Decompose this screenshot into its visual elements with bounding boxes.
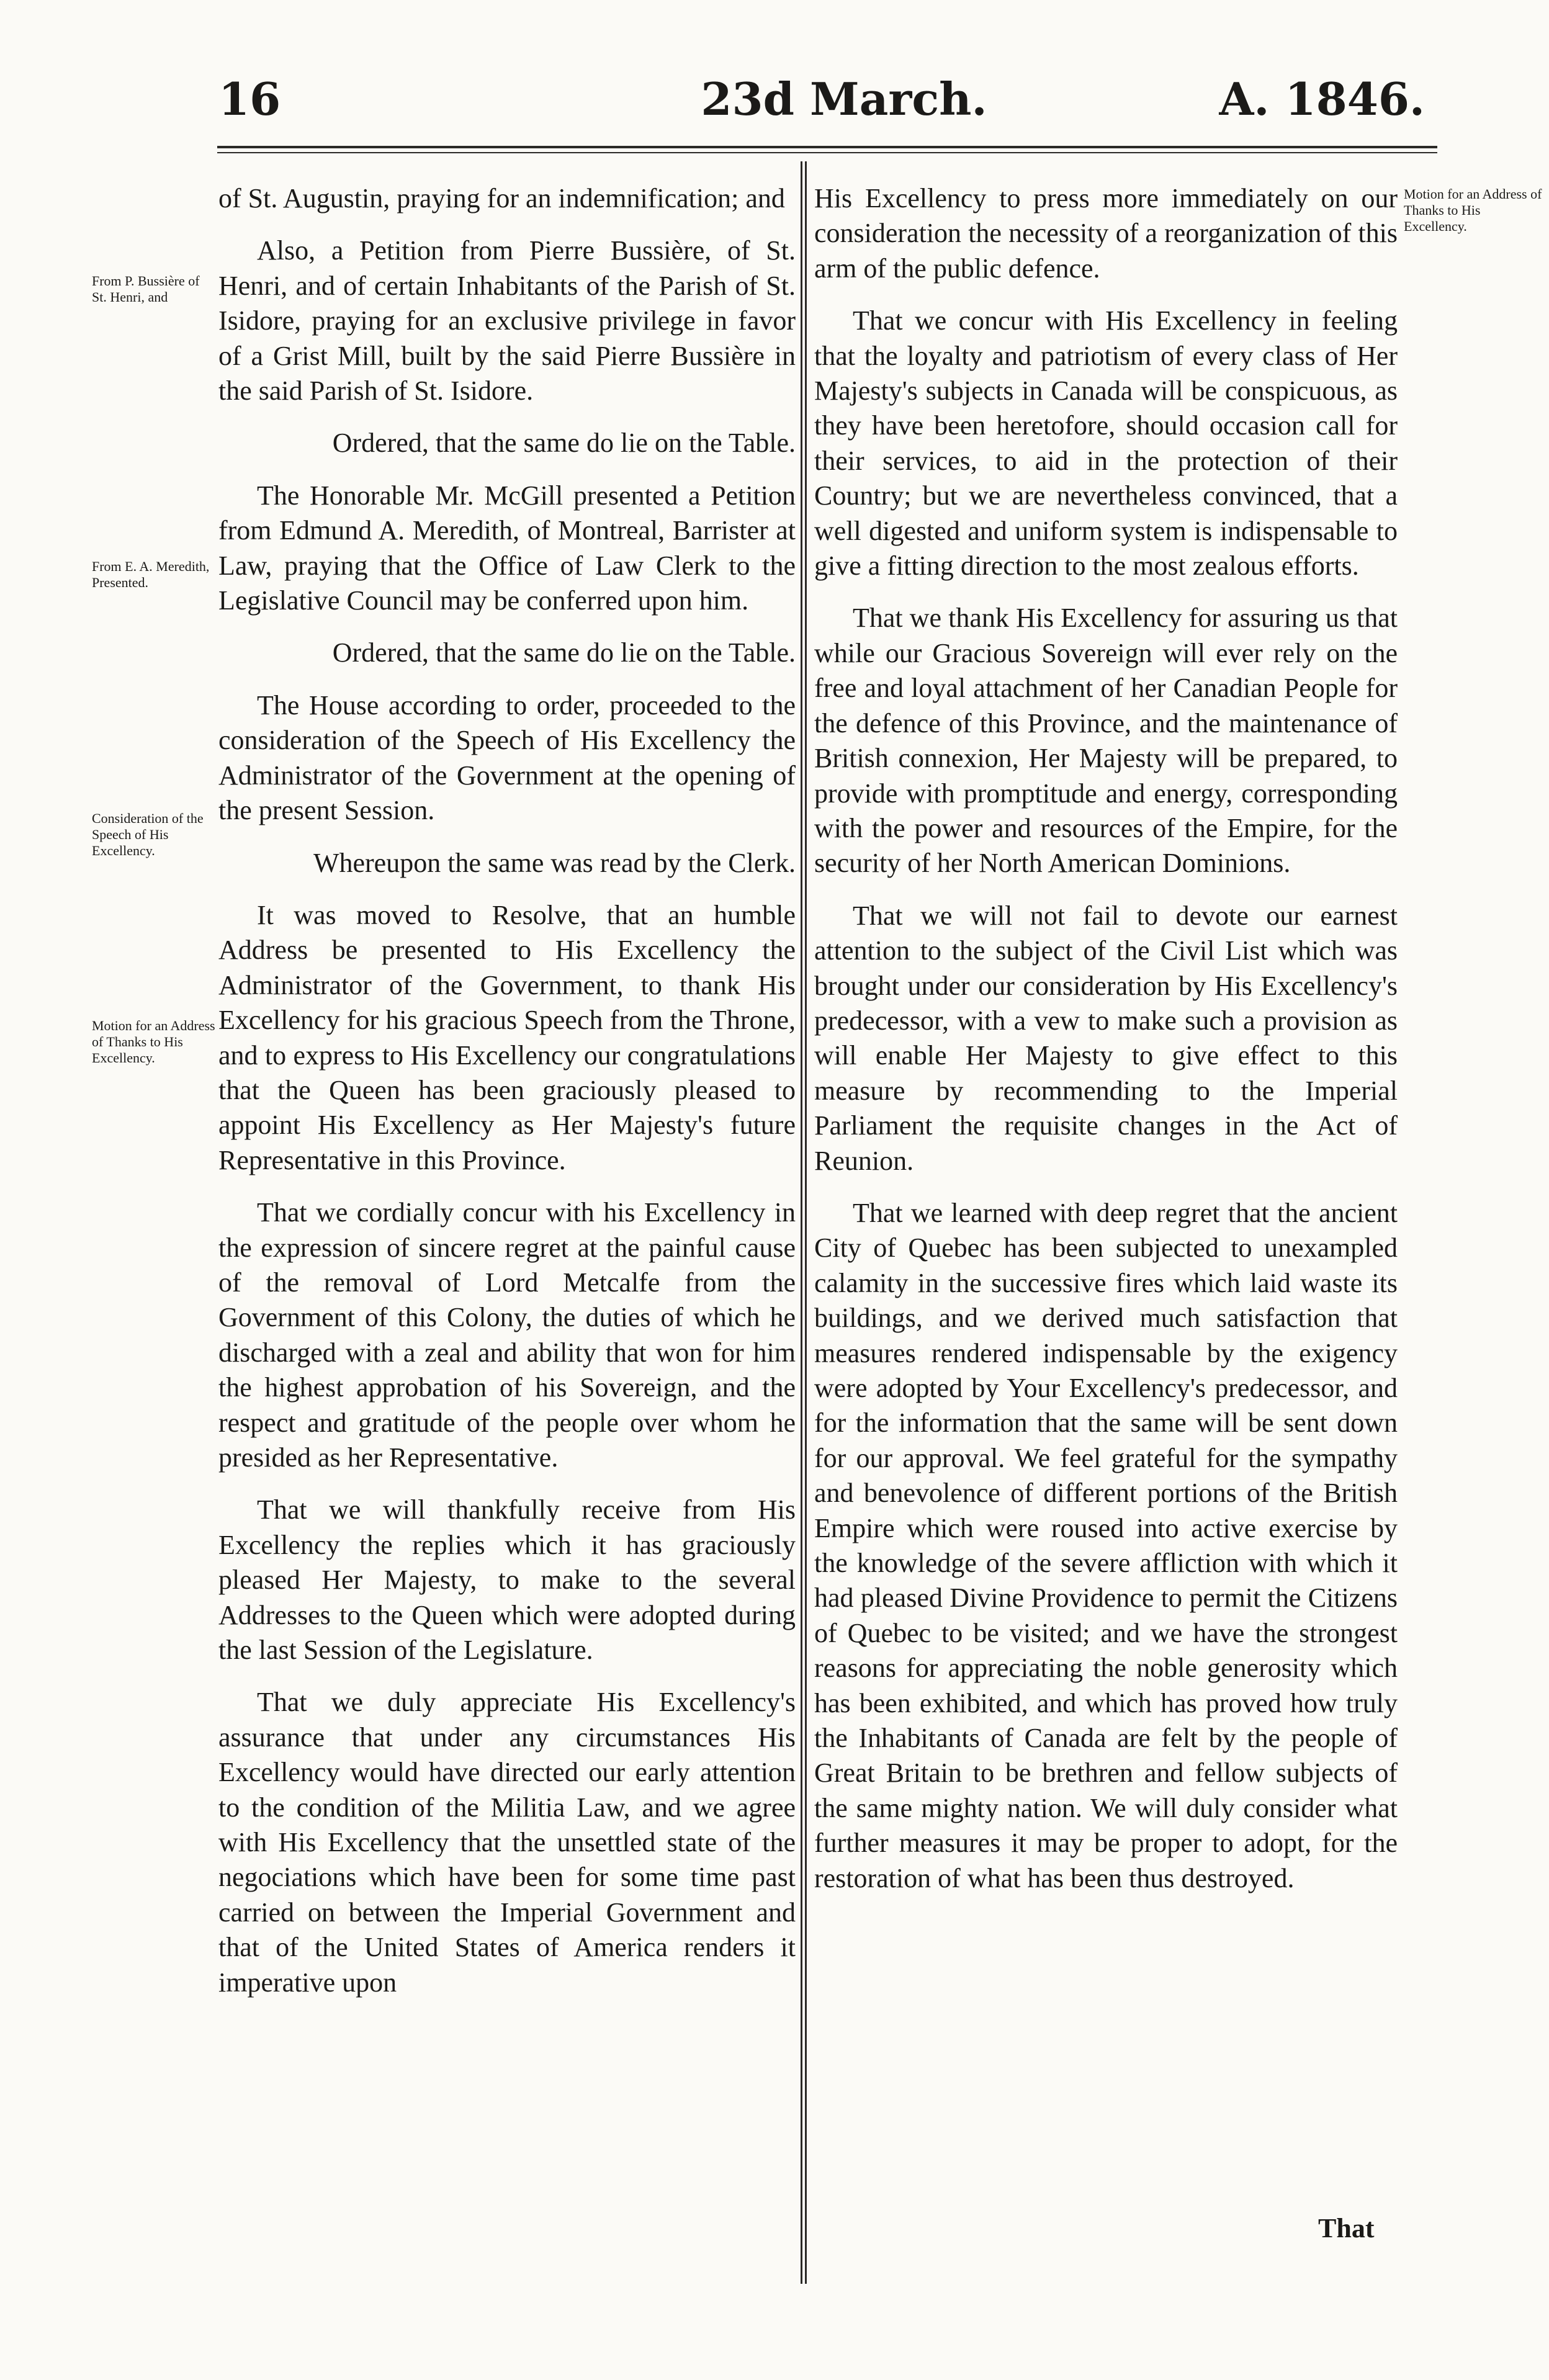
margin-note-busiere: From P. Bussière of St. Henri, and	[92, 273, 200, 305]
header-rule	[217, 146, 1437, 148]
left-paragraph-10: That we will thankfully receive from His Excellency the replies which it has graciously pleased Her Majesty, to make to the several Addresses to the Queen which were adopted during the last Session of the Legislature.	[218, 1494, 796, 1666]
right-paragraph-1: His Excellency to press more immediately on our consideration the necessity of a reorganization of this arm of the public defence.	[814, 183, 1398, 284]
left-paragraph-3: Ordered, that the same do lie on the Table.	[332, 428, 796, 459]
left-paragraph-9: That we cordially concur with his Excellency in the expression of sincere regret at the painful cause of the removal of Lord Metcalfe from the Government of this Colony, the duties of which he discharged with a zeal and ability that won for him the highest approbation of his Sovereign, and the respect and gratitude of the people over whom he presided as her Representative.	[218, 1197, 796, 1473]
left-paragraph-5: Ordered, that the same do lie on the Table.	[332, 637, 796, 668]
header-rule-thin	[217, 152, 1437, 153]
column-divider	[801, 161, 807, 2284]
right-paragraph-4: That we will not fail to devote our earnest attention to the subject of the Civil List which was brought under our consideration by His Excellency's predecessor, with a vew to make such a provision as will enable Her Majesty to give effect to this measure by recommending to the Imperial Parliament the requisite changes in the Act of Reunion.	[814, 900, 1398, 1176]
right-paragraph-3: That we thank His Excellency for assuring us that while our Gracious Sovereign will ever rely on the free and loyal attachment of her Canadian People for the defence of this Province, and the maintenance of British connexion, Her Majesty will be prepared, to provide with promptitude and energy, corresponding with the power and resources of the Empire, for the security of her North American Dominions.	[814, 603, 1398, 879]
page-date: 23d March.	[701, 73, 987, 125]
left-paragraph-11: That we duly appreciate His Excellency's assurance that under any circumstances His Excellency would have directed our early attention to the condition of the Militia Law, and we agree with His Excellency that the unsettled state of the negociations which have been for some time past carried on between the Imperial Government and that of the United States of America renders it imperative upon	[218, 1687, 796, 1998]
left-column	[218, 181, 796, 2018]
left-paragraph-2: Also, a Petition from Pierre Bussière, of St. Henri, and of certain Inhabitants of the Parish of St. Isidore, praying for an exclusive privilege in favor of a Grist Mill, built by the said Pierre Bussière in the said Parish of St. Isidore.	[218, 235, 796, 406]
page-year: A. 1846.	[1219, 73, 1425, 125]
margin-note-speech: Consideration of the Speech of His Excellency.	[92, 811, 204, 858]
page-number: 16	[218, 73, 281, 125]
margin-note-motion-left: Motion for an Address of Thanks to His Excellency.	[92, 1018, 215, 1066]
margin-note-meredith: From E. A. Meredith, Presented.	[92, 559, 210, 590]
margin-note-motion-right: Motion for an Address of Thanks to His Excellency.	[1404, 186, 1542, 234]
catchword: That	[1318, 2213, 1375, 2243]
left-paragraph-6: The House according to order, proceeded to the consideration of the Speech of His Excellency the Administrator of the Government at the opening of the present Session.	[218, 689, 796, 826]
right-paragraph-5: That we learned with deep regret that the ancient City of Quebec has been subjected to unexampled calamity in the successive fires which laid waste its buildings, and we derived much satisfaction that measures rendered indispensable by the exigency were adopted by Your Excellency's predecessor, and for the information that the same will be sent down for our approval. We feel grateful for the sympathy and benevolence of different portions of the British Empire which were roused into active exercise by the knowledge of the severe affliction with which it had pleased Divine Providence to permit the Citizens of Quebec to be visited; and we have the strongest reasons for appreciating the noble generosity which has been exhibited, and which has proved how truly the Inhabitants of Canada are felt by the people of Great Britain to be brethren and fellow subjects of the same mighty nation. We will duly consider what further measures it may be proper to adopt, for the restoration of what has been thus destroyed.	[814, 1197, 1398, 1893]
left-paragraph-1: of St. Augustin, praying for an indemnification; and	[218, 183, 785, 213]
left-paragraph-8: It was moved to Resolve, that an humble Address be presented to His Excellency the Administrator of the Government, to thank His Excellency for his gracious Speech from the Throne, and to express to His Excellency our congratulations that the Queen has been graciously pleased to appoint His Excellency as Her Majesty's future Representative in this Province.	[218, 899, 796, 1175]
left-paragraph-4: The Honorable Mr. McGill presented a Petition from Edmund A. Meredith, of Montreal, Barrister at Law, praying that the Office of Law Clerk to the Legislative Council may be conferred upon him.	[218, 480, 796, 616]
right-column	[814, 181, 1398, 1913]
right-paragraph-2: That we concur with His Excellency in feeling that the loyalty and patriotism of every class of Her Majesty's subjects in Canada will be conspicuous, as they have been heretofore, should occasion call for their services, to aid in the protection of their Country; but we are nevertheless convinced, that a well digested and uniform system is indispensable to give a fitting direction to the most zealous efforts.	[814, 305, 1398, 582]
left-paragraph-7: Whereupon the same was read by the Clerk.	[313, 847, 796, 878]
